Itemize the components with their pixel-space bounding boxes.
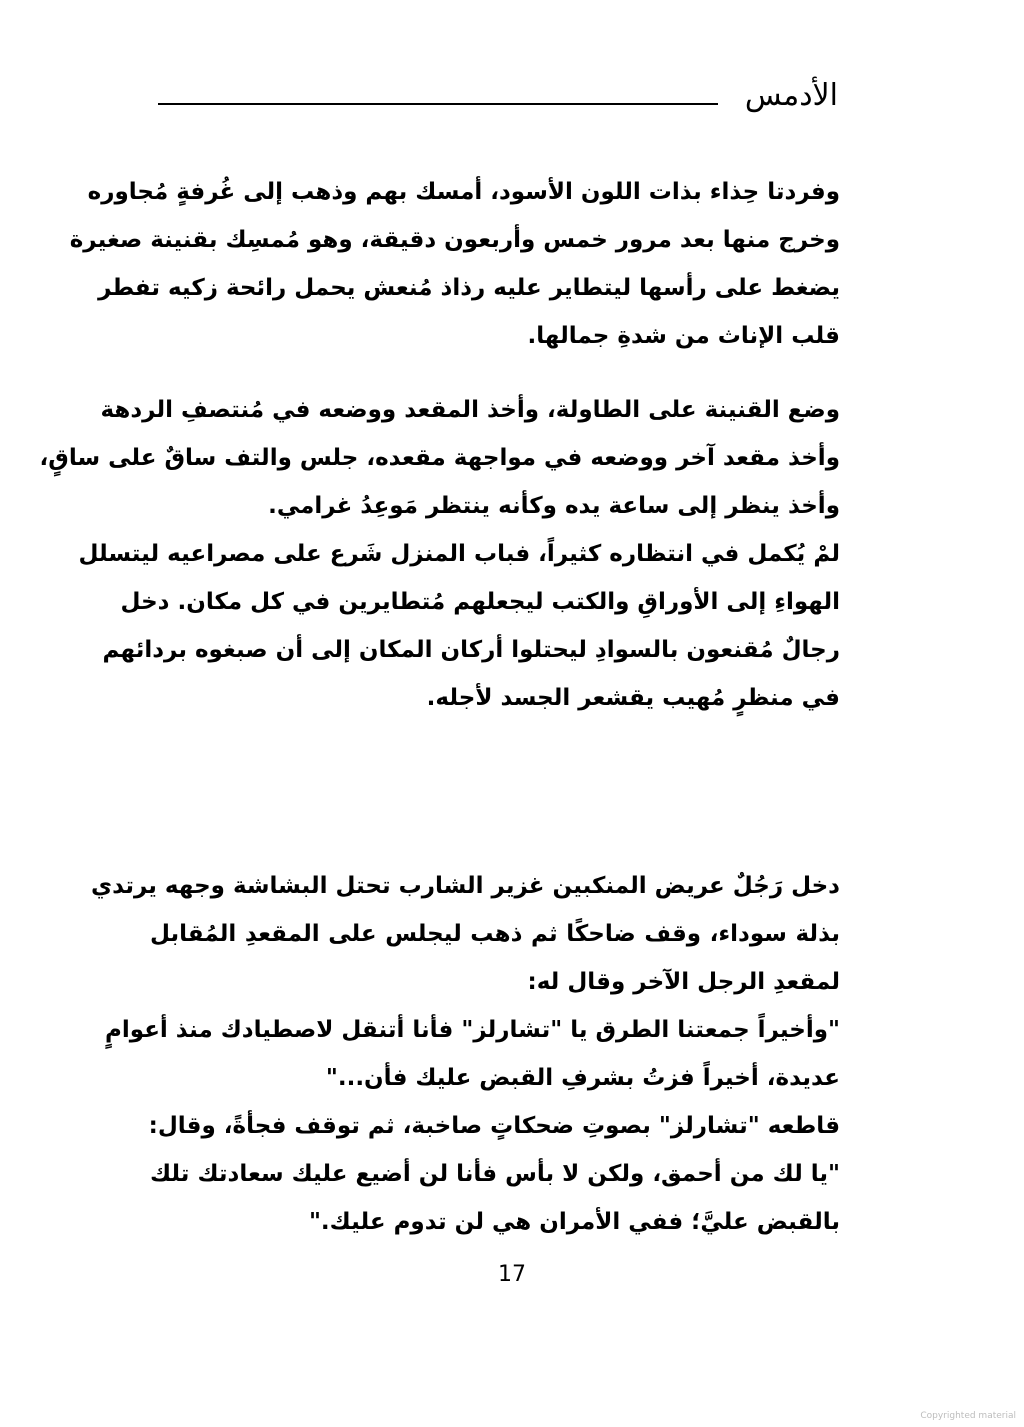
text-line: وخرج منها بعد مرور خمس وأربعون دقيقة، وهو مُمسِك بقنينة صغيرة [69,227,840,253]
book-title: الأدمس [744,78,838,113]
text-line: يضغط على رأسها ليتطاير عليه رذاذ مُنعش يحمل رائحة زكيه تفطر [98,275,840,301]
text-line: قلب الإناث من شدةِ جمالها. [527,323,840,349]
text-line: دخل رَجُلٌ عريض المنكبين غزير الشارب تحتل البشاشة وجهه يرتدي [90,873,840,899]
text-line: بالقبض عليَّ؛ ففي الأمران هي لن تدوم عليك." [308,1209,840,1235]
text-line: لمقعدِ الرجل الآخر وقال له: [527,969,840,995]
paragraph-3 [90,862,840,1246]
text-line: بذلة سوداء، وقف ضاحكًا ثم ذهب ليجلس على المقعدِ المُقابل [150,921,840,947]
text-line: عديدة، أخيراً فزتُ بشرفِ القبض عليك فأن..." [325,1065,840,1091]
text-line: لمْ يُكمل في انتظاره كثيراً، فباب المنزل شَرع على مصراعيه ليتسلل [78,541,840,567]
header-rule [158,103,718,105]
text-line: "وأخيراً جمعتنا الطرق يا "تشارلز" فأنا أتنقل لاصطيادك منذ أعوامٍ [105,1017,840,1043]
text-line: "يا لك من أحمق، ولكن لا بأس فأنا لن أضيع عليك سعادتك تلك [150,1161,840,1187]
paragraph-2 [39,386,840,722]
text-line: رجالٌ مُقنعون بالسوادِ ليحتلوا أركان المكان إلى أن صبغوه بردائهم [102,637,840,663]
text-line: وفردتا حِذاء بذات اللون الأسود، أمسك بهم وذهب إلى غُرفةٍ مُجاوره [87,179,840,205]
text-line: وأخذ ينظر إلى ساعة يده وكأنه ينتظر مَوعِدُ غرامي. [268,493,840,519]
text-line: في منظرٍ مُهيب يقشعر الجسد لأجله. [426,685,840,711]
text-line: الهواءِ إلى الأوراقِ والكتب ليجعلهم مُتطايرين في كل مكان. دخل [120,589,840,615]
page-number: 17 [498,1262,526,1287]
text-line: وأخذ مقعد آخر ووضعه في مواجهة مقعده، جلس والتف ساقٌ على ساقٍ، [39,445,840,471]
copyright-watermark: Copyrighted material [920,1411,1016,1421]
running-header [158,76,838,116]
paragraph-1 [69,168,840,360]
text-line: وضع القنينة على الطاولة، وأخذ المقعد ووضعه في مُنتصفِ الردهة [100,397,840,423]
text-line: قاطعه "تشارلز" بصوتِ ضحكاتٍ صاخبة، ثم توقف فجأةً، وقال: [148,1113,840,1139]
